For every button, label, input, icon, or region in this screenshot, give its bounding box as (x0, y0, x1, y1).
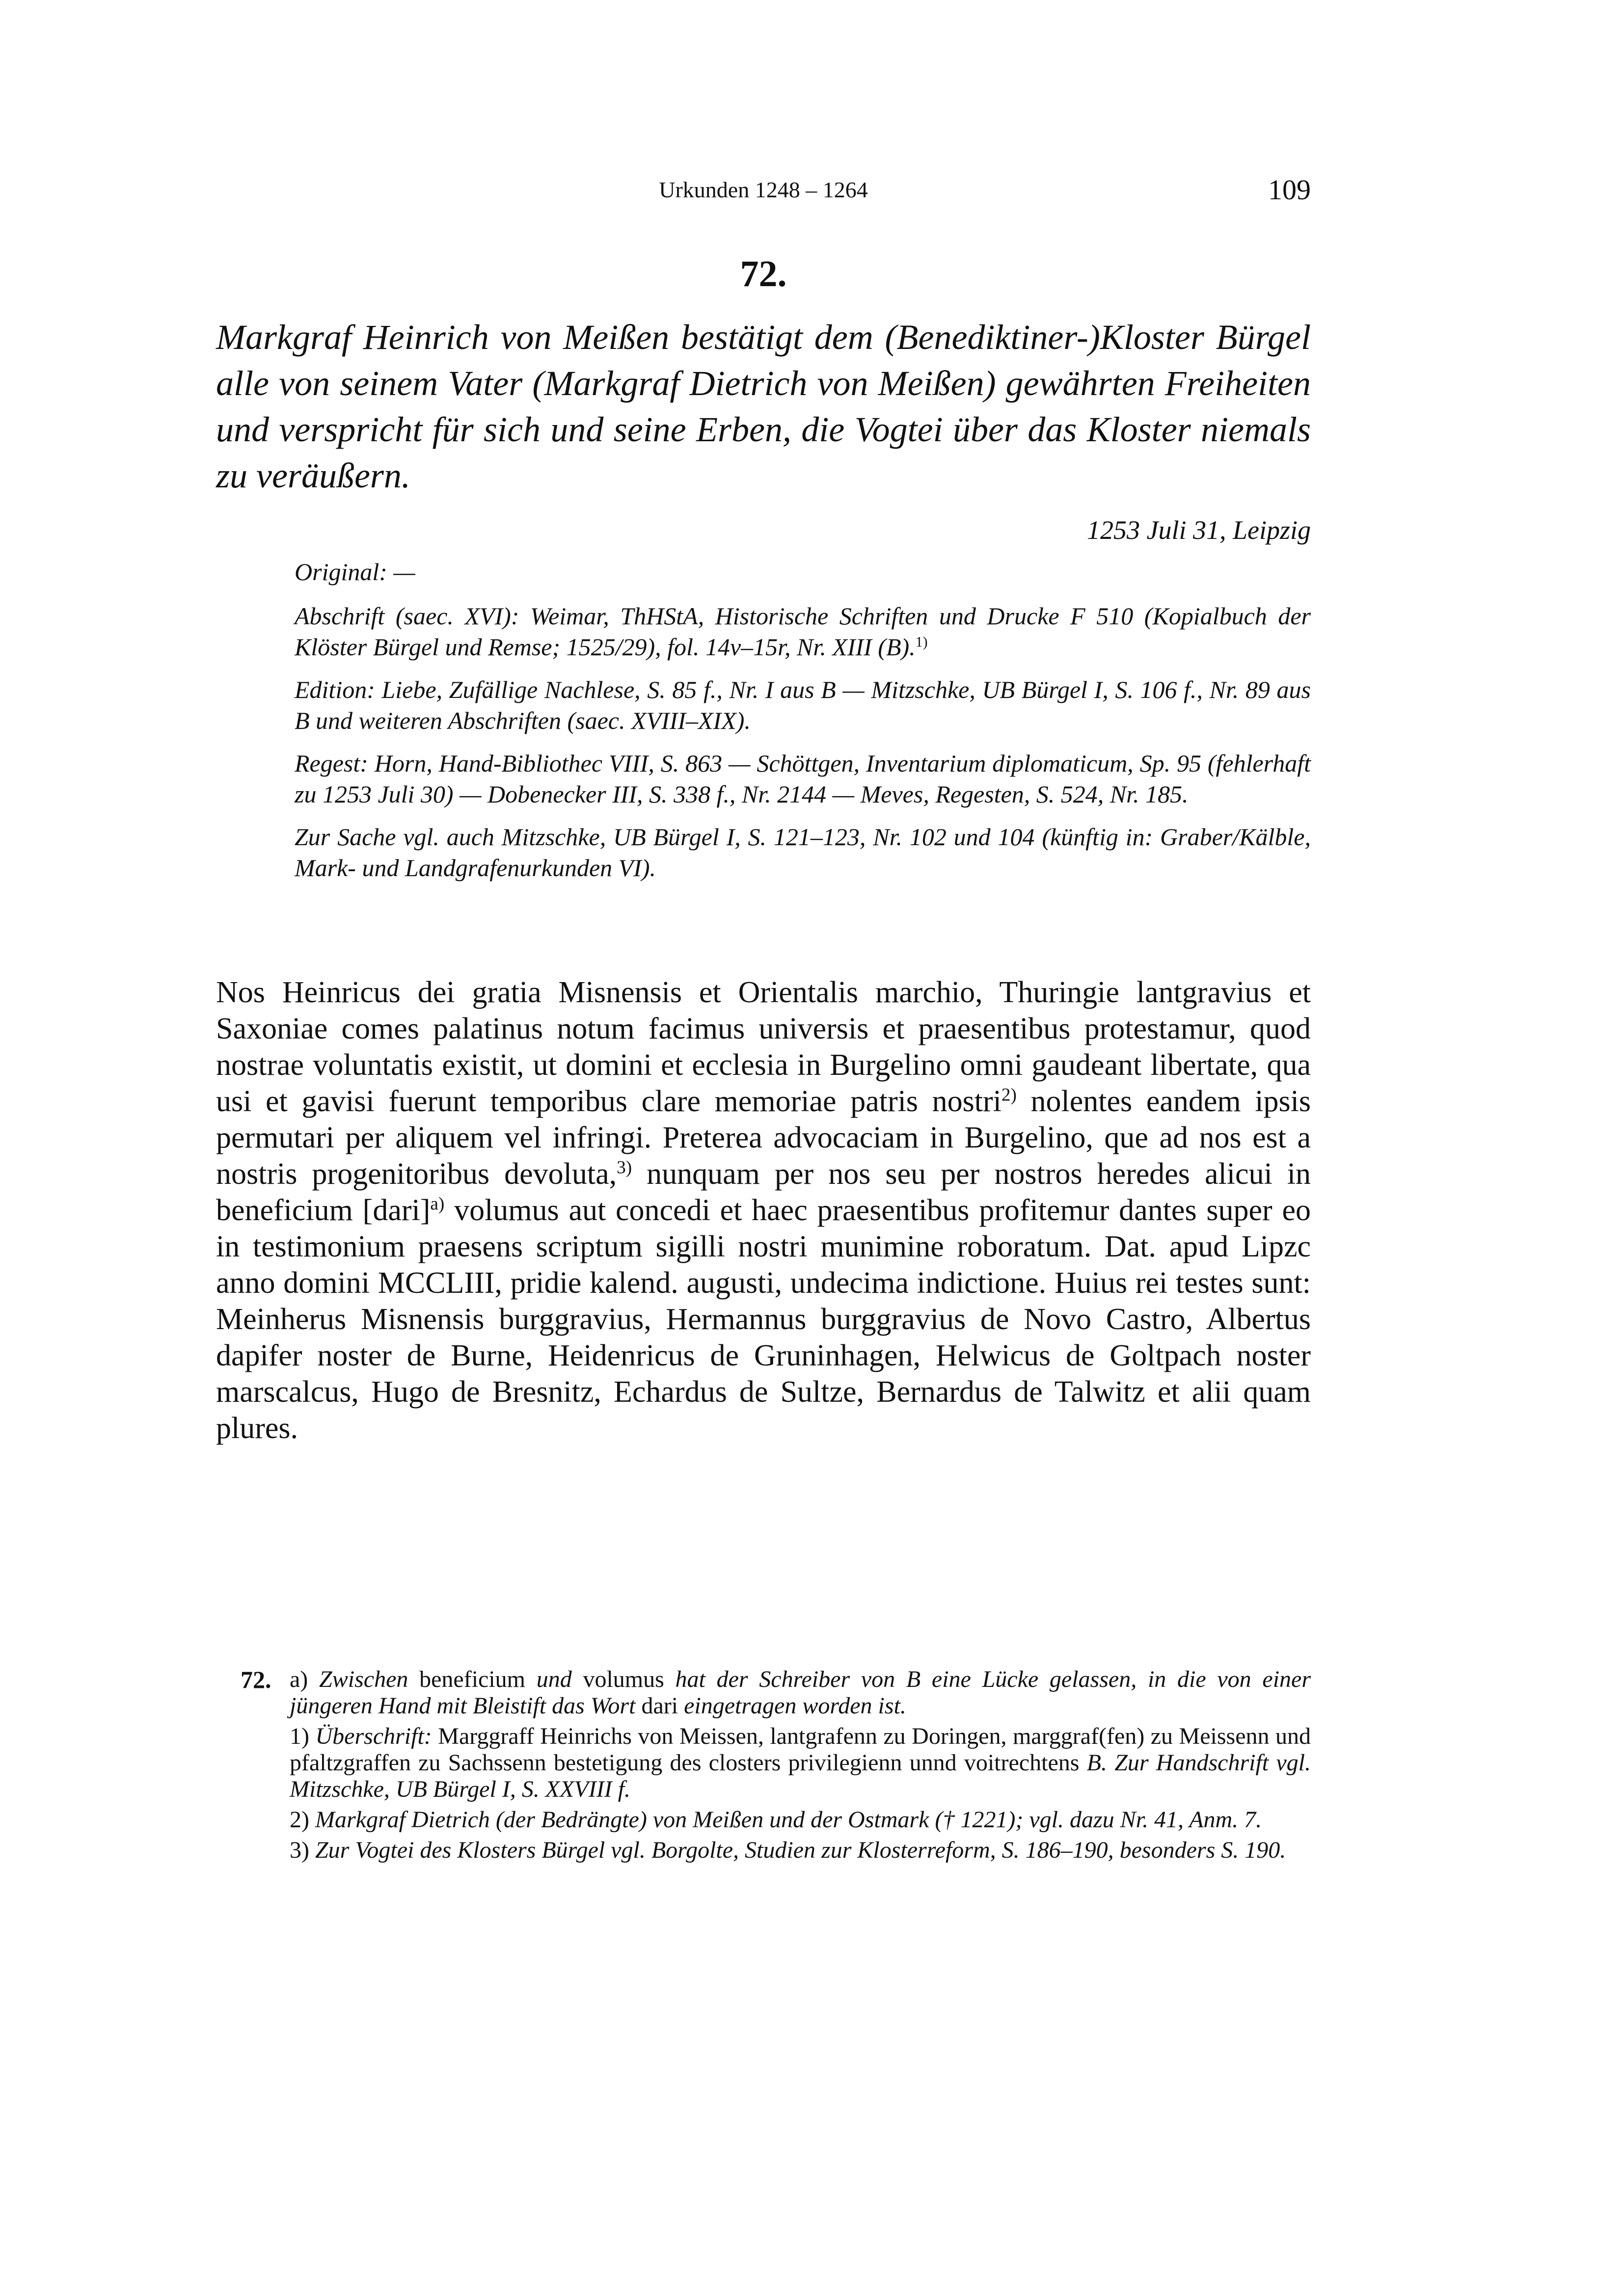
note-text: B. Zur Handschrift vgl. Mitzschke, UB Bürgel I, S. XXVIII f. (290, 1750, 1311, 1802)
note-text: Überschrift: (315, 1723, 432, 1749)
footnotes-label: 72. (241, 1666, 271, 1693)
note-text: Markgraf Dietrich (der Bedrängte) von Meißen und der Ostmark († 1221); vgl. dazu Nr. 41, Anm. 7. (315, 1807, 1262, 1833)
note-text: dari (635, 1693, 684, 1719)
source-apparatus (295, 555, 1311, 883)
footnote-2 (290, 1807, 1311, 1833)
note-text: und (536, 1666, 572, 1692)
original-entry: Original: — (295, 558, 415, 586)
footnote-1 (290, 1723, 1311, 1803)
note-text: volumus (571, 1666, 676, 1692)
note-text: eingetragen worden ist. (684, 1693, 906, 1719)
note-text: hat der Schreiber von B eine Lücke gelassen, in die von einer jüngeren Hand mit Bleistift das Wort (290, 1666, 1311, 1719)
note-marker: 3) (290, 1837, 309, 1863)
note-marker: a) (290, 1666, 308, 1692)
charter-text (216, 974, 1311, 1446)
edition-entry: Edition: Liebe, Zufällige Nachlese, S. 85 f., Nr. I aus B — Mitzschke, UB Bürgel I, S. 106 f., Nr. 89 aus B und weiteren Abschriften (saec. XVIII–XIX). (295, 676, 1311, 734)
charter-text-part: volumus aut concedi et haec praesentibus profitemur dantes super eo in testimonium praesens scriptum sigilli nostri munimine roboratum. Dat. apud Lipzc anno domini MCCLIII, pridie kalend. augusti, undecima indictione. Huius rei testes sunt: Meinherus Misnensis burggravius, Hermannus burggravius de Novo Castro, Albertus dapifer noster de Burne, Heidenricus de Gruninhagen, Helwicus de Goltpach noster marscalcus, Hugo de Bresnitz, Echardus de Sultze, Bernardus de Talwitz et alii quam plures. (216, 1194, 1311, 1445)
footnote-a (290, 1666, 1311, 1719)
date-place: 1253 Juli 31, Leipzig (1087, 515, 1311, 545)
note-text: Zwischen (319, 1666, 408, 1692)
footnote-3 (290, 1837, 1311, 1864)
note-marker: 2) (290, 1807, 309, 1833)
subject-entry: Zur Sache vgl. auch Mitzschke, UB Bürgel I, S. 121–123, Nr. 102 und 104 (künftig in: Graber/Kälble, Mark- und Landgrafenurkunden VI). (295, 823, 1311, 881)
regest-entry: Regest: Horn, Hand-Bibliothec VIII, S. 863 — Schöttgen, Inventarium diplomaticum, Sp. 95 (fehlerhaft zu 1253 Juli 30) — Dobenecker III, S. 338 f., Nr. 2144 — Meves, Regesten, S. 524, Nr. 185. (295, 749, 1311, 808)
footnote-ref-3: 3) (617, 1157, 632, 1178)
copy-entry-text: Abschrift (saec. XVI): Weimar, ThHStA, Historische Schriften und Drucke F 510 (Kopialbuch der Klöster Bürgel und Remse; 1525/29), fol. 14v–15r, Nr. XIII (B). (295, 602, 1311, 661)
page-header (216, 173, 1311, 207)
page-number: 109 (1268, 174, 1311, 206)
footnotes (241, 1666, 1311, 1868)
footnote-ref-2: 2) (1001, 1085, 1017, 1105)
copy-entry (295, 601, 1311, 663)
document-number: 72. (740, 253, 787, 294)
footnote-ref-1: 1) (915, 634, 928, 650)
charter-text-part: Nos Heinricus dei gratia Misnensis et Orientalis marchio, Thuringie lantgravius et Saxoniae comes palatinus notum facimus universis et praesentibus protestamur, quod nostrae voluntatis existit, ut domini et ecclesia in Burgelino omni gaudeant libertate, qua usi et gavisi fuerunt temporibus clare memoriae patris nostri (216, 976, 1311, 1118)
note-text: Zur Vogtei des Klosters Bürgel vgl. Borgolte, Studien zur Klosterreform, S. 186–190, besonders S. 190. (315, 1837, 1286, 1863)
note-text: Marggraff Heinrichs von Meissen, lantgrafenn zu Doringen, marggraf(fen) zu Meissenn und pfaltzgraffen zu Sachssenn bestetigung des closters privilegienn unnd voitrechtens (290, 1723, 1311, 1776)
charter-text-part: nunquam per nos seu per nostros heredes alicui in beneficium [dari] (216, 1157, 1311, 1227)
note-text: beneficium (408, 1666, 537, 1692)
note-marker: 1) (290, 1723, 309, 1749)
footnote-ref-a: a) (430, 1194, 445, 1214)
document-summary: Markgraf Heinrich von Meißen bestätigt dem (Benediktiner-)Kloster Bürgel alle von seinem Vater (Markgraf Dietrich von Meißen) gewährten Freiheiten und verspricht für sich und seine Erben, die Vogtei über das Kloster niemals zu veräußern. (216, 318, 1311, 495)
charter-text-part: nolentes eandem ipsis permutari per aliquem vel infringi. Preterea advocaciam in Burgelino, que ad nos est a nostris progenitoribus devoluta, (216, 1085, 1311, 1191)
running-head: Urkunden 1248 – 1264 (659, 177, 868, 202)
